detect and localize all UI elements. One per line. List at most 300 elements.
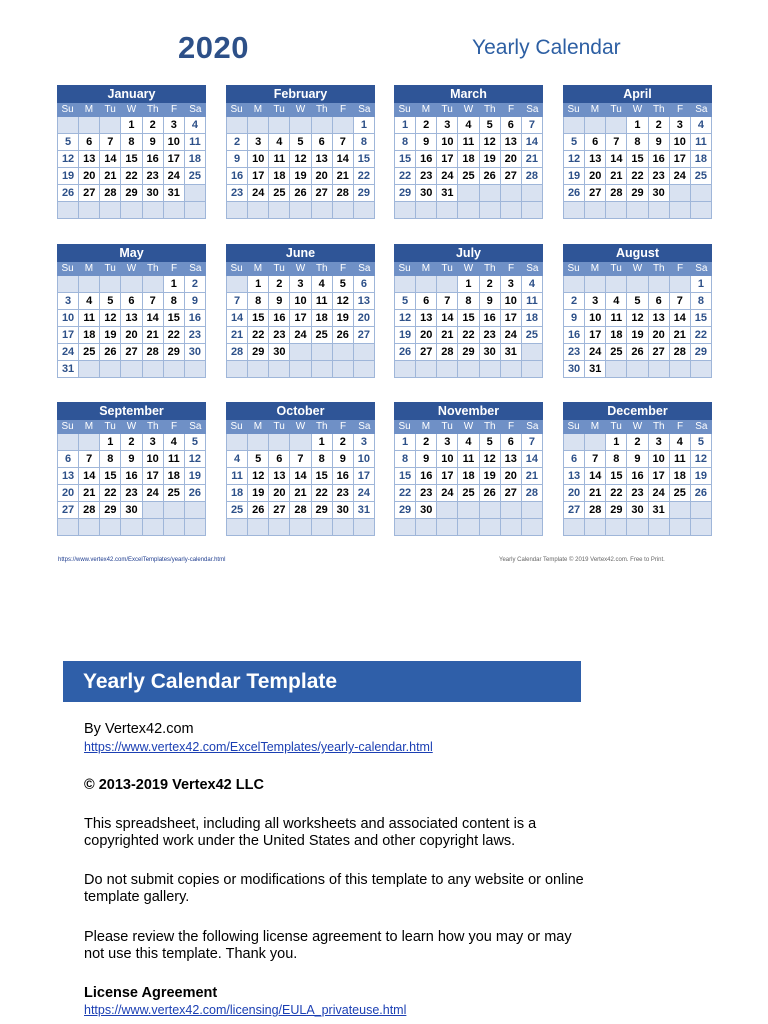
day-cell: 1 — [312, 434, 333, 451]
empty-day-cell — [395, 202, 416, 219]
day-cell: 30 — [416, 185, 437, 202]
empty-day-cell — [501, 502, 522, 519]
day-cell: 26 — [100, 344, 121, 361]
day-cell: 21 — [227, 327, 248, 344]
weekday-label: Th — [483, 104, 496, 115]
day-cell: 23 — [627, 485, 648, 502]
empty-day-cell — [312, 361, 333, 378]
day-cell: 5 — [100, 293, 121, 310]
day-cell: 22 — [395, 168, 416, 185]
weekday-label: Th — [315, 263, 328, 274]
day-cell: 14 — [585, 468, 606, 485]
day-cell: 28 — [79, 502, 100, 519]
day-cell: 30 — [269, 344, 290, 361]
day-cell: 25 — [458, 485, 479, 502]
day-cell: 27 — [501, 485, 522, 502]
day-cell: 31 — [164, 185, 185, 202]
empty-day-cell — [143, 361, 164, 378]
day-cell: 9 — [227, 151, 248, 168]
day-cell: 7 — [670, 293, 691, 310]
day-cell: 26 — [333, 327, 354, 344]
weekday-header — [563, 420, 712, 434]
empty-day-cell — [480, 202, 501, 219]
day-cell: 6 — [312, 134, 333, 151]
day-cell: 24 — [649, 485, 670, 502]
day-cell: 8 — [100, 451, 121, 468]
day-cell: 31 — [437, 185, 458, 202]
day-cell: 6 — [269, 451, 290, 468]
day-cell: 26 — [564, 185, 585, 202]
weekday-label: M — [421, 263, 431, 274]
month-name: April — [563, 85, 712, 103]
day-cell: 17 — [437, 151, 458, 168]
day-cell: 28 — [437, 344, 458, 361]
day-cell: 28 — [333, 185, 354, 202]
month-october — [226, 402, 375, 536]
day-cell: 25 — [312, 327, 333, 344]
day-cell: 28 — [227, 344, 248, 361]
calendar-title: Yearly Calendar — [472, 36, 621, 59]
day-cell: 25 — [79, 344, 100, 361]
day-cell: 4 — [691, 117, 712, 134]
day-cell: 5 — [290, 134, 311, 151]
day-cell: 26 — [691, 485, 712, 502]
day-cell: 14 — [333, 151, 354, 168]
empty-day-cell — [458, 185, 479, 202]
day-cell: 17 — [248, 168, 269, 185]
empty-day-cell — [437, 502, 458, 519]
day-cell: 14 — [227, 310, 248, 327]
weekday-header — [57, 262, 206, 276]
day-cell: 13 — [416, 310, 437, 327]
day-cell: 23 — [416, 168, 437, 185]
weekday-label: Tu — [273, 104, 285, 115]
day-cell: 25 — [606, 344, 627, 361]
day-cell: 27 — [564, 502, 585, 519]
day-cell: 12 — [691, 451, 712, 468]
empty-day-cell — [100, 276, 121, 293]
day-cell: 14 — [606, 151, 627, 168]
day-cell: 24 — [58, 344, 79, 361]
empty-day-cell — [58, 117, 79, 134]
day-cell: 15 — [121, 151, 142, 168]
day-cell: 19 — [290, 168, 311, 185]
days-grid — [57, 276, 206, 378]
empty-day-cell — [290, 117, 311, 134]
day-cell: 6 — [649, 293, 670, 310]
day-cell: 11 — [79, 310, 100, 327]
empty-day-cell — [691, 185, 712, 202]
day-cell: 7 — [585, 451, 606, 468]
footer-copyright: Yearly Calendar Template © 2019 Vertex42.com. Free to Print. — [499, 557, 665, 563]
day-cell: 22 — [627, 168, 648, 185]
day-cell: 21 — [143, 327, 164, 344]
weekday-label: Su — [398, 263, 411, 274]
day-cell: 30 — [627, 502, 648, 519]
day-cell: 24 — [290, 327, 311, 344]
day-cell: 29 — [458, 344, 479, 361]
day-cell: 27 — [79, 185, 100, 202]
empty-day-cell — [227, 519, 248, 536]
day-cell: 8 — [395, 134, 416, 151]
days-grid — [57, 117, 206, 219]
day-cell: 2 — [416, 434, 437, 451]
day-cell: 22 — [354, 168, 375, 185]
empty-day-cell — [437, 202, 458, 219]
day-cell: 31 — [354, 502, 375, 519]
day-cell: 23 — [121, 485, 142, 502]
day-cell: 3 — [501, 276, 522, 293]
day-cell: 21 — [522, 151, 543, 168]
empty-day-cell — [164, 502, 185, 519]
day-cell: 28 — [606, 185, 627, 202]
day-cell: 11 — [164, 451, 185, 468]
empty-day-cell — [670, 361, 691, 378]
day-cell: 9 — [185, 293, 206, 310]
day-cell: 22 — [121, 168, 142, 185]
weekday-label: Su — [567, 263, 580, 274]
weekday-label: F — [340, 263, 347, 274]
empty-day-cell — [522, 361, 543, 378]
day-cell: 1 — [458, 276, 479, 293]
weekday-label: W — [632, 421, 643, 432]
day-cell: 13 — [269, 468, 290, 485]
day-cell: 27 — [121, 344, 142, 361]
license-heading: License Agreement — [84, 985, 218, 1001]
empty-day-cell — [670, 276, 691, 293]
empty-day-cell — [58, 276, 79, 293]
empty-day-cell — [290, 202, 311, 219]
day-cell: 28 — [100, 185, 121, 202]
day-cell: 20 — [79, 168, 100, 185]
weekday-label: W — [632, 104, 643, 115]
empty-day-cell — [564, 519, 585, 536]
weekday-label: Su — [398, 104, 411, 115]
day-cell: 25 — [522, 327, 543, 344]
day-cell: 4 — [522, 276, 543, 293]
day-cell: 31 — [649, 502, 670, 519]
day-cell: 8 — [164, 293, 185, 310]
day-cell: 30 — [143, 185, 164, 202]
day-cell: 12 — [185, 451, 206, 468]
empty-day-cell — [269, 202, 290, 219]
day-cell: 5 — [58, 134, 79, 151]
weekday-label: M — [421, 421, 431, 432]
month-name: December — [563, 402, 712, 420]
day-cell: 17 — [437, 468, 458, 485]
day-cell: 4 — [79, 293, 100, 310]
empty-day-cell — [333, 117, 354, 134]
day-cell: 12 — [333, 293, 354, 310]
day-cell: 26 — [290, 185, 311, 202]
weekday-label: Tu — [104, 421, 116, 432]
day-cell: 12 — [480, 134, 501, 151]
day-cell: 27 — [58, 502, 79, 519]
weekday-label: Su — [567, 104, 580, 115]
empty-day-cell — [606, 117, 627, 134]
weekday-label: Su — [398, 421, 411, 432]
day-cell: 12 — [248, 468, 269, 485]
template-link[interactable]: https://www.vertex42.com/ExcelTemplates/yearly-calendar.html — [84, 740, 433, 754]
empty-day-cell — [691, 361, 712, 378]
empty-day-cell — [312, 344, 333, 361]
day-cell: 10 — [143, 451, 164, 468]
weekday-label: Su — [61, 263, 74, 274]
day-cell: 7 — [79, 451, 100, 468]
weekday-label: W — [463, 263, 474, 274]
weekday-label: M — [590, 263, 600, 274]
empty-day-cell — [395, 276, 416, 293]
day-cell: 21 — [79, 485, 100, 502]
empty-day-cell — [480, 519, 501, 536]
day-cell: 25 — [164, 485, 185, 502]
weekday-label: Sa — [526, 104, 539, 115]
empty-day-cell — [606, 361, 627, 378]
day-cell: 14 — [522, 134, 543, 151]
empty-day-cell — [312, 519, 333, 536]
empty-day-cell — [269, 434, 290, 451]
empty-day-cell — [121, 276, 142, 293]
empty-day-cell — [333, 344, 354, 361]
weekday-header — [563, 262, 712, 276]
weekday-label: M — [84, 263, 94, 274]
day-cell: 7 — [522, 117, 543, 134]
day-cell: 29 — [164, 344, 185, 361]
day-cell: 20 — [354, 310, 375, 327]
day-cell: 5 — [395, 293, 416, 310]
day-cell: 20 — [416, 327, 437, 344]
day-cell: 6 — [79, 134, 100, 151]
empty-day-cell — [627, 361, 648, 378]
empty-day-cell — [143, 502, 164, 519]
day-cell: 22 — [691, 327, 712, 344]
empty-day-cell — [416, 519, 437, 536]
day-cell: 2 — [649, 117, 670, 134]
weekday-label: F — [340, 421, 347, 432]
weekday-label: M — [590, 421, 600, 432]
days-grid — [563, 117, 712, 219]
day-cell: 20 — [501, 151, 522, 168]
day-cell: 24 — [585, 344, 606, 361]
weekday-header — [563, 103, 712, 117]
empty-day-cell — [458, 361, 479, 378]
day-cell: 16 — [143, 151, 164, 168]
day-cell: 5 — [627, 293, 648, 310]
day-cell: 10 — [437, 451, 458, 468]
day-cell: 29 — [354, 185, 375, 202]
empty-day-cell — [333, 361, 354, 378]
day-cell: 29 — [248, 344, 269, 361]
weekday-header — [57, 103, 206, 117]
empty-day-cell — [437, 519, 458, 536]
weekday-label: Sa — [189, 263, 202, 274]
weekday-label: Th — [146, 421, 159, 432]
empty-day-cell — [290, 361, 311, 378]
empty-day-cell — [522, 344, 543, 361]
empty-day-cell — [58, 202, 79, 219]
month-may — [57, 244, 206, 378]
empty-day-cell — [185, 519, 206, 536]
day-cell: 11 — [227, 468, 248, 485]
day-cell: 6 — [416, 293, 437, 310]
weekday-label: Sa — [526, 263, 539, 274]
day-cell: 15 — [354, 151, 375, 168]
day-cell: 7 — [522, 434, 543, 451]
empty-day-cell — [606, 202, 627, 219]
weekday-label: Tu — [441, 104, 453, 115]
day-cell: 1 — [627, 117, 648, 134]
weekday-header — [394, 262, 543, 276]
day-cell: 10 — [248, 151, 269, 168]
day-cell: 20 — [58, 485, 79, 502]
day-cell: 10 — [585, 310, 606, 327]
day-cell: 3 — [164, 117, 185, 134]
day-cell: 4 — [670, 434, 691, 451]
empty-day-cell — [227, 361, 248, 378]
empty-day-cell — [100, 117, 121, 134]
day-cell: 28 — [143, 344, 164, 361]
day-cell: 26 — [480, 168, 501, 185]
empty-day-cell — [100, 361, 121, 378]
day-cell: 19 — [395, 327, 416, 344]
day-cell: 4 — [458, 434, 479, 451]
weekday-label: Th — [652, 104, 665, 115]
day-cell: 15 — [691, 310, 712, 327]
day-cell: 17 — [143, 468, 164, 485]
weekday-label: Tu — [104, 263, 116, 274]
day-cell: 9 — [143, 134, 164, 151]
day-cell: 15 — [395, 151, 416, 168]
day-cell: 13 — [312, 151, 333, 168]
day-cell: 12 — [627, 310, 648, 327]
month-february — [226, 85, 375, 219]
day-cell: 16 — [416, 468, 437, 485]
day-cell: 14 — [670, 310, 691, 327]
day-cell: 16 — [333, 468, 354, 485]
day-cell: 11 — [522, 293, 543, 310]
weekday-label: Tu — [273, 421, 285, 432]
day-cell: 16 — [627, 468, 648, 485]
day-cell: 2 — [480, 276, 501, 293]
day-cell: 4 — [312, 276, 333, 293]
weekday-label: F — [508, 263, 515, 274]
weekday-label: W — [126, 263, 137, 274]
day-cell: 29 — [395, 502, 416, 519]
day-cell: 23 — [333, 485, 354, 502]
day-cell: 1 — [248, 276, 269, 293]
day-cell: 14 — [522, 451, 543, 468]
empty-day-cell — [480, 185, 501, 202]
day-cell: 7 — [143, 293, 164, 310]
day-cell: 20 — [501, 468, 522, 485]
month-name: October — [226, 402, 375, 420]
month-name: August — [563, 244, 712, 262]
weekday-label: Sa — [695, 104, 708, 115]
weekday-label: M — [253, 263, 263, 274]
day-cell: 13 — [585, 151, 606, 168]
template-banner: Yearly Calendar Template — [63, 661, 581, 702]
empty-day-cell — [564, 276, 585, 293]
empty-day-cell — [227, 434, 248, 451]
day-cell: 24 — [354, 485, 375, 502]
empty-day-cell — [437, 361, 458, 378]
day-cell: 17 — [164, 151, 185, 168]
empty-day-cell — [458, 502, 479, 519]
day-cell: 17 — [670, 151, 691, 168]
empty-day-cell — [585, 276, 606, 293]
empty-day-cell — [248, 519, 269, 536]
empty-day-cell — [79, 117, 100, 134]
day-cell: 14 — [437, 310, 458, 327]
day-cell: 6 — [564, 451, 585, 468]
day-cell: 19 — [627, 327, 648, 344]
day-cell: 23 — [649, 168, 670, 185]
weekday-label: Th — [315, 421, 328, 432]
weekday-label: Tu — [441, 421, 453, 432]
day-cell: 3 — [248, 134, 269, 151]
day-cell: 30 — [564, 361, 585, 378]
weekday-label: W — [126, 421, 137, 432]
empty-day-cell — [437, 276, 458, 293]
day-cell: 18 — [79, 327, 100, 344]
empty-day-cell — [185, 202, 206, 219]
day-cell: 18 — [312, 310, 333, 327]
year-heading: 2020 — [178, 30, 249, 65]
empty-day-cell — [564, 117, 585, 134]
empty-day-cell — [227, 117, 248, 134]
month-name: January — [57, 85, 206, 103]
day-cell: 2 — [564, 293, 585, 310]
day-cell: 15 — [164, 310, 185, 327]
day-cell: 7 — [100, 134, 121, 151]
day-cell: 7 — [606, 134, 627, 151]
weekday-label: Tu — [104, 104, 116, 115]
month-january — [57, 85, 206, 219]
empty-day-cell — [416, 202, 437, 219]
day-cell: 2 — [416, 117, 437, 134]
day-cell: 8 — [121, 134, 142, 151]
day-cell: 7 — [437, 293, 458, 310]
empty-day-cell — [100, 202, 121, 219]
weekday-label: Th — [315, 104, 328, 115]
day-cell: 13 — [121, 310, 142, 327]
weekday-label: Th — [483, 421, 496, 432]
empty-day-cell — [649, 276, 670, 293]
empty-day-cell — [164, 202, 185, 219]
empty-day-cell — [480, 502, 501, 519]
weekday-label: Sa — [358, 421, 371, 432]
weekday-label: F — [508, 104, 515, 115]
weekday-label: Sa — [358, 104, 371, 115]
empty-day-cell — [269, 117, 290, 134]
month-august — [563, 244, 712, 378]
day-cell: 24 — [143, 485, 164, 502]
day-cell: 2 — [269, 276, 290, 293]
day-cell: 12 — [100, 310, 121, 327]
day-cell: 18 — [458, 468, 479, 485]
empty-day-cell — [312, 202, 333, 219]
license-link[interactable]: https://www.vertex42.com/licensing/EULA_privateuse.html — [84, 1003, 407, 1017]
day-cell: 3 — [437, 117, 458, 134]
footer-url[interactable]: https://www.vertex42.com/ExcelTemplates/yearly-calendar.html — [58, 557, 226, 563]
day-cell: 7 — [290, 451, 311, 468]
weekday-label: Su — [230, 263, 243, 274]
day-cell: 10 — [437, 134, 458, 151]
day-cell: 8 — [248, 293, 269, 310]
month-june — [226, 244, 375, 378]
empty-day-cell — [395, 519, 416, 536]
day-cell: 11 — [691, 134, 712, 151]
